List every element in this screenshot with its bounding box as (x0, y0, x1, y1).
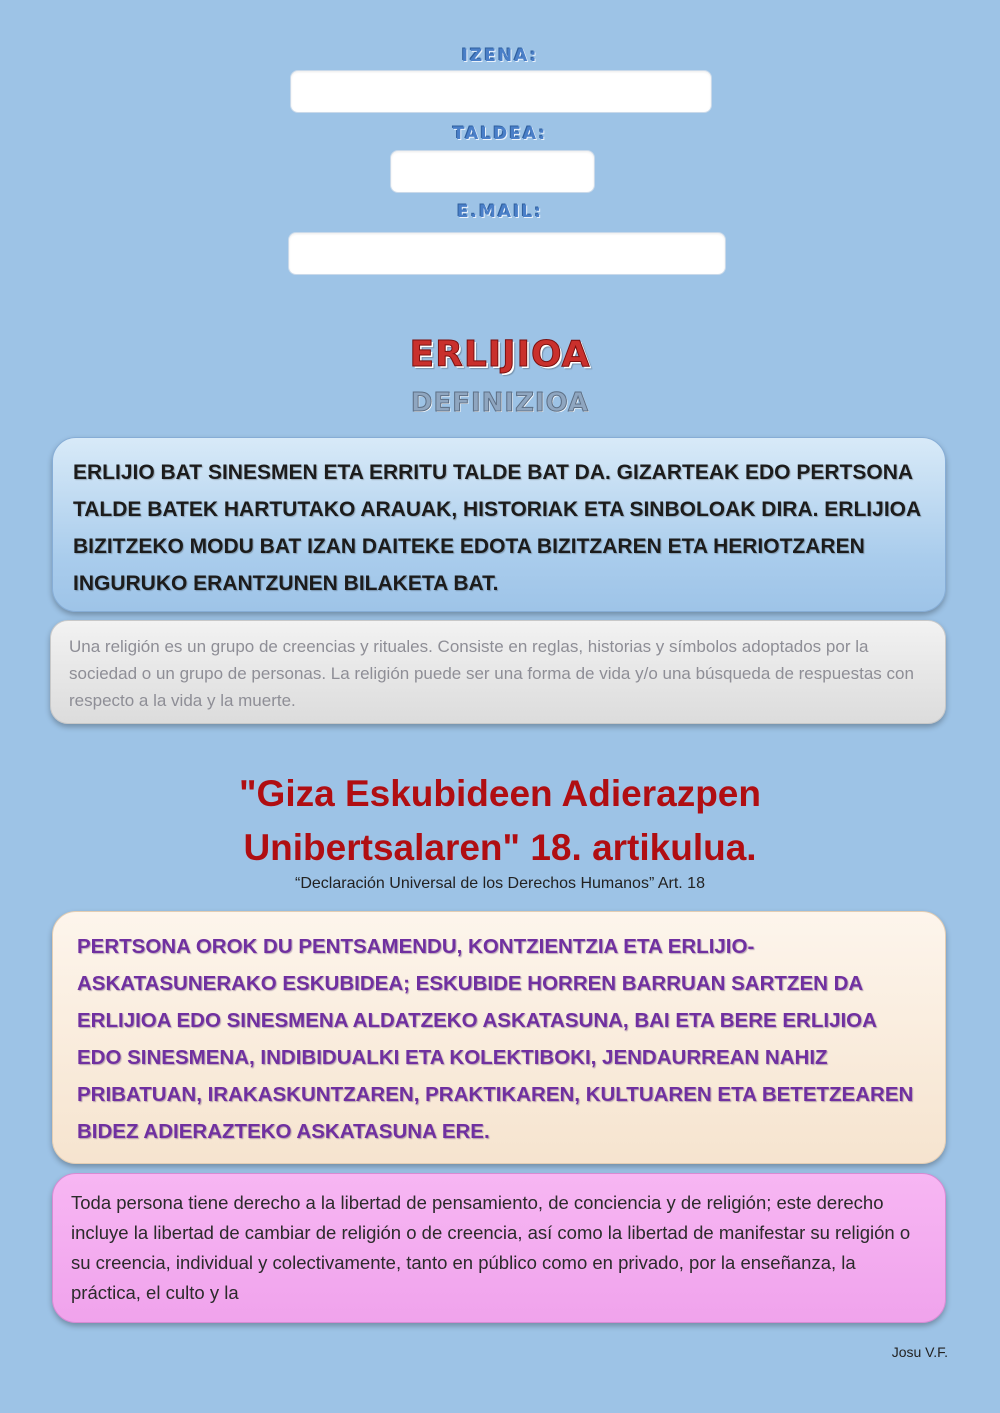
article-basque-text: PERTSONA OROK DU PENTSAMENDU, KONTZIENTZIA ETA ERLIJIO-ASKATASUNERAKO ESKUBIDEA; ESKUBIDE HORREN BARRUAN SARTZEN DA ERLIJIOA EDO SINESMENA ALDATZEKO ASKATASUNA, BAI ETA BERE ERLIJIOA EDO SINESMENA, INDIBIDUALKI ETA KOLEKTIBOKI, JENDAURREAN NAHIZ PRIBATUAN, IRAKASKUNTZAREN, PRAKTIKAREN, KULTUAREN ETA BETETZEAREN BIDEZ ADIERAZTEKO ASKATASUNA ERE. (77, 935, 914, 1143)
group-input[interactable] (390, 150, 595, 193)
definition-spanish-text: Una religión es un grupo de creencias y rituales. Consiste en reglas, historias y símbolos adoptados por la sociedad o un grupo de personas. La religión puede ser una forma de vida y/o una búsqueda de respuestas con respecto a la vida y la muerte. (69, 637, 914, 710)
article-subtitle: “Declaración Universal de los Derechos Humanos” Art. 18 (295, 875, 705, 892)
article-spanish-text: Toda persona tiene derecho a la libertad de pensamiento, de conciencia y de religión; este derecho incluye la libertad de cambiar de religión o de creencia, así como la libertad de manifestar su religión o su creencia, individual y colectivamente, tanto en público como en privado, por la enseñanza, la práctica, el culto y la (71, 1192, 911, 1303)
definition-basque-text: ERLIJIO BAT SINESMEN ETA ERRITU TALDE BAT DA. GIZARTEAK EDO PERTSONA TALDE BATEK HARTUTAKO ARAUAK, HISTORIAK ETA SINBOLOAK DIRA. ERLIJIOA BIZITZEKO MODU BAT IZAN DAITEKE EDOTA BIZITZAREN ETA HERIOTZAREN INGURUKO ERANTZUNEN BILAKETA BAT. (73, 461, 921, 595)
article-title-line1: "Giza Eskubideen Adierazpen (239, 773, 761, 814)
article-basque-box (52, 911, 946, 1164)
email-label: E.MAIL: (456, 202, 544, 222)
email-input[interactable] (288, 232, 726, 275)
article-spanish-box (52, 1173, 946, 1323)
author-credit: Josu V.F. (891, 1344, 948, 1360)
page-title: ERLIJIOA (409, 334, 591, 375)
definition-spanish-box (50, 620, 946, 724)
definition-basque-box (52, 437, 946, 612)
group-label: TALDEA: (452, 124, 548, 144)
page-subtitle: DEFINIZIOA (410, 388, 590, 418)
name-label: IZENA: (461, 46, 539, 66)
name-input[interactable] (290, 70, 712, 113)
article-title-line2: Unibertsalaren" 18. artikulua. (243, 827, 757, 868)
